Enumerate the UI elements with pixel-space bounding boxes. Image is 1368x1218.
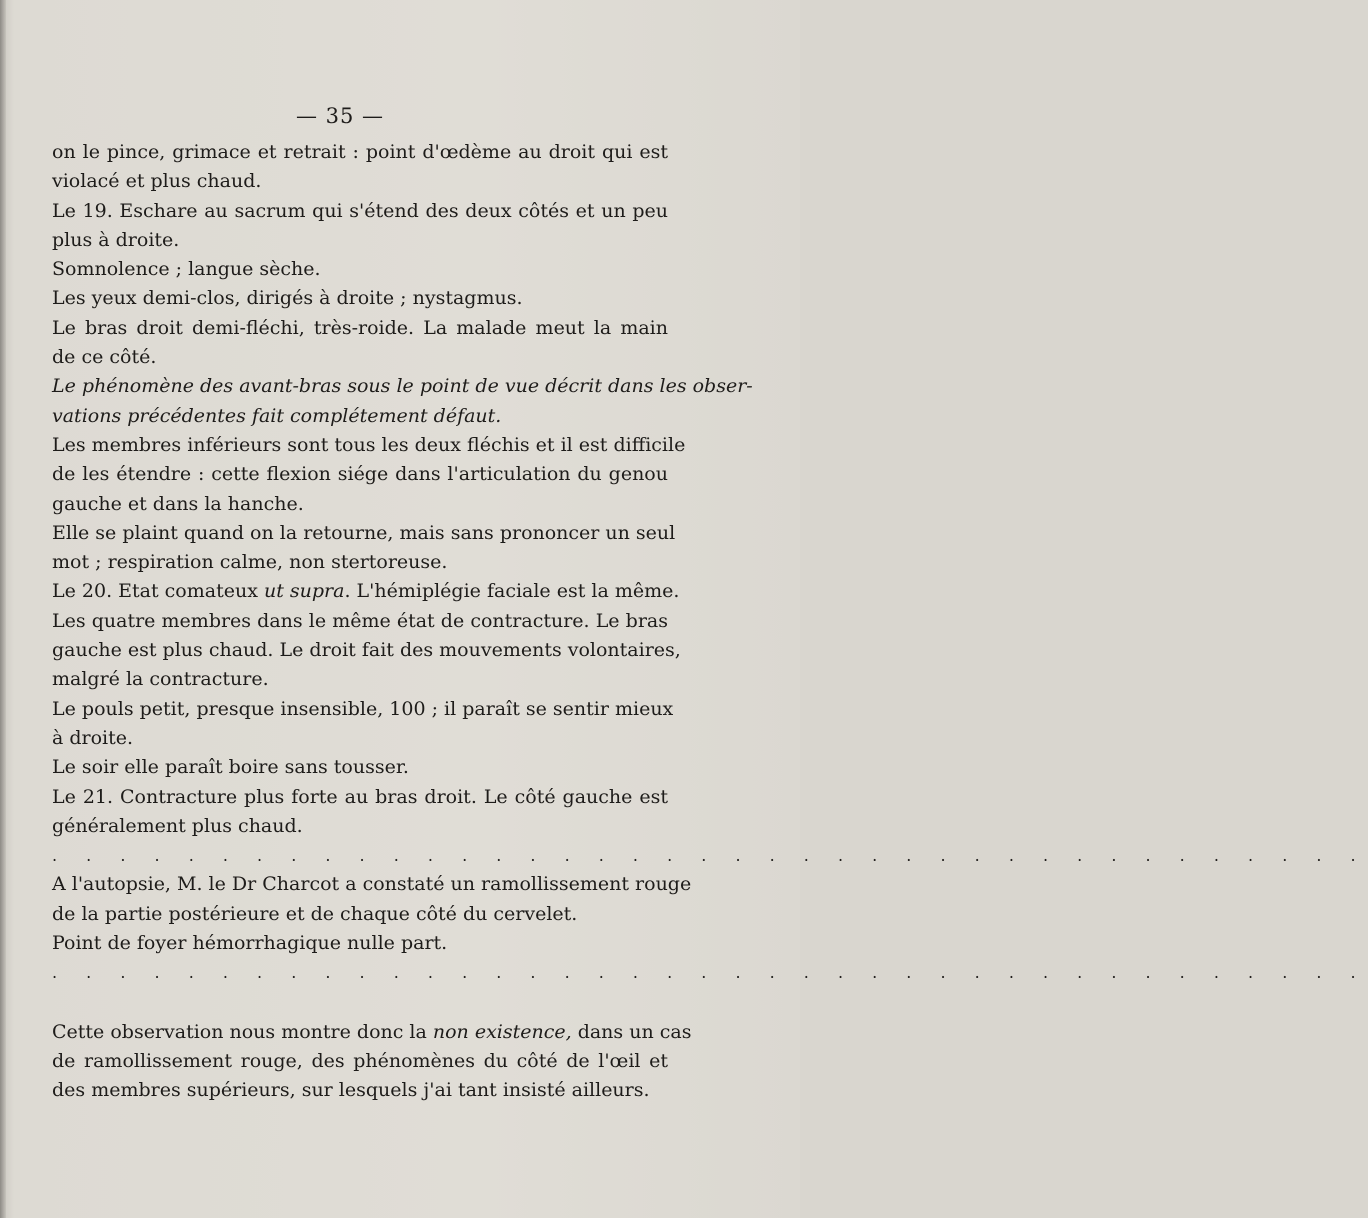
page-binding-edge xyxy=(0,0,6,1218)
observation-line: à droite. xyxy=(52,726,134,749)
observation-line: de les étendre : cette flexion siége dans l'articulation du genou xyxy=(52,463,668,486)
observation-notes xyxy=(52,138,753,841)
line-text: . L'hémiplégie faciale est la même. xyxy=(344,580,680,603)
observation-line: on le pince, grimace et retrait : point d'œdème au droit qui est xyxy=(52,141,668,163)
conclusion-line-2: de ramollissement rouge, des phénomènes du côté de l'œil et xyxy=(52,1049,668,1072)
observation-line xyxy=(52,577,680,606)
observation-line: Le pouls petit, presque insensible, 100 ; il paraît se sentir mieux xyxy=(52,697,674,720)
body-text xyxy=(52,138,1368,1106)
observation-line: violacé et plus chaud. xyxy=(52,170,262,193)
observation-line: Les yeux demi-clos, dirigés à droite ; nystagmus. xyxy=(52,287,523,310)
autopsy-line: de la partie postérieure et de chaque côté du cervelet. xyxy=(52,902,578,925)
conclusion-line-3: des membres supérieurs, sur lesquels j'ai tant insisté ailleurs. xyxy=(52,1079,650,1102)
conclusion-text: dans un cas xyxy=(571,1020,692,1043)
observation-line: Somnolence ; langue sèche. xyxy=(52,258,321,281)
observation-line: Le 21. Contracture plus forte au bras droit. Le côté gauche est xyxy=(52,785,668,808)
observation-line: gauche et dans la hanche. xyxy=(52,492,304,515)
observation-line: Le 19. Eschare au sacrum qui s'étend des deux côtés et un peu xyxy=(52,199,668,222)
observation-line: Elle se plaint quand on la retourne, mais sans prononcer un seul xyxy=(52,521,676,544)
conclusion-line-1 xyxy=(52,1018,692,1047)
observation-line: malgré la contracture. xyxy=(52,668,269,691)
ellipsis-separator-2: . . . . . . . . . . . . . . . . . . . . . . . . . . . . . . . . . . . . . . . xyxy=(52,963,1368,983)
line-emphasis: ut supra xyxy=(263,580,345,603)
observation-line: plus à droite. xyxy=(52,228,180,251)
observation-line: gauche est plus chaud. Le droit fait des mouvements volontaires, xyxy=(52,639,681,662)
observation-line: Le soir elle paraît boire sans tousser. xyxy=(52,756,409,779)
observation-line: mot ; respiration calme, non stertoreuse. xyxy=(52,551,448,574)
ellipsis-separator: . . . . . . . . . . . . . . . . . . . . . . . . . . . . . . . . . . . . . . . xyxy=(52,846,1368,866)
observation-line: Le phénomène des avant-bras sous le point de vue décrit dans les obser- xyxy=(52,375,753,398)
autopsy-line: Point de foyer hémorrhagique nulle part. xyxy=(52,932,448,955)
observation-line: Le bras droit demi-fléchi, très-roide. La malade meut la main xyxy=(52,316,668,339)
autopsy-paragraph xyxy=(52,870,692,958)
line-text: Le 20. Etat comateux xyxy=(52,580,264,603)
observation-line: Les quatre membres dans le même état de contracture. Le bras xyxy=(52,609,668,632)
observation-line: de ce côté. xyxy=(52,346,157,369)
conclusion-text: Cette observation nous montre donc la xyxy=(52,1020,433,1043)
observation-line: vations précédentes fait complétement défaut. xyxy=(52,404,502,427)
observation-line: généralement plus chaud. xyxy=(52,814,303,837)
paragraph-gap xyxy=(52,988,668,1018)
page-number: — 35 — xyxy=(295,104,385,128)
autopsy-line: A l'autopsie, M. le Dr Charcot a constaté un ramollissement rouge xyxy=(52,873,692,896)
observation-line: Les membres inférieurs sont tous les deux fléchis et il est difficile xyxy=(52,433,686,456)
conclusion-paragraph xyxy=(52,1018,692,1106)
conclusion-emphasis: non existence, xyxy=(432,1020,572,1043)
